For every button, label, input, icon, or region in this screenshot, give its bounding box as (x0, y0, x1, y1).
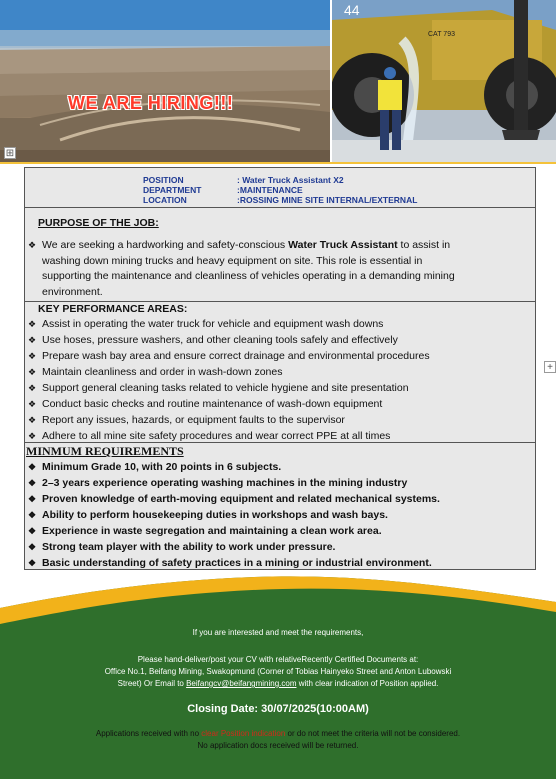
requirement-item: ❖ Strong team player with the ability to work under pressure. (28, 541, 336, 553)
purpose-heading: PURPOSE OF THE JOB: (38, 217, 159, 229)
department-value: :MAINTENANCE (237, 185, 303, 195)
footer-note-returns: No application docs received will be returned. (197, 741, 359, 750)
bullet-diamond-icon: ❖ (28, 431, 37, 441)
footer-instructions: Please hand-deliver/post your CV with relativeRecently Certified Documents at: (137, 655, 419, 664)
bullet-diamond-icon: ❖ (28, 351, 37, 361)
table-divider-2 (24, 301, 536, 302)
department-label: DEPARTMENT (143, 185, 202, 195)
table-divider-3 (24, 442, 536, 443)
bullet-diamond-icon: ❖ (28, 526, 37, 536)
page-divider (0, 162, 556, 164)
bullet-diamond-icon: ❖ (28, 335, 37, 345)
footer-address: Office No.1, Beifang Mining, Swakopmund (Corner of Tobias Hainyeko Street and Anton Lubowski (104, 667, 452, 676)
footer-email-line: Street) Or Email to Beifangcv@beifangmining.com with clear indication of Position applied. (117, 679, 439, 688)
mine-pit-illustration (0, 0, 330, 162)
kpa-item: ❖ Report any issues, hazards, or equipment faults to the supervisor (28, 414, 345, 426)
closing-date: Closing Date: 30/07/2025(10:00AM) (187, 703, 369, 715)
requirement-item: ❖ Basic understanding of safety practices in a mining or industrial environment. (28, 557, 432, 569)
position-value: : Water Truck Assistant X2 (237, 175, 344, 185)
kpa-item: ❖ Support general cleaning tasks related to vehicle hygiene and site presentation (28, 382, 409, 394)
bullet-diamond-icon: ❖ (28, 399, 37, 409)
kpa-heading: KEY PERFORMANCE AREAS: (38, 303, 188, 315)
mine-pit-photo (0, 0, 330, 162)
kpa-item: ❖ Adhere to all mine site safety procedures and wear correct PPE at all times (28, 430, 391, 442)
bullet-diamond-icon: ❖ (28, 510, 37, 520)
bullet-diamond-icon: ❖ (28, 494, 37, 504)
truck-illustration (332, 0, 556, 162)
water-truck-photo (332, 0, 556, 162)
kpa-item: ❖ Use hoses, pressure washers, and other cleaning tools safely and effectively (28, 334, 398, 346)
requirement-item: ❖ 2–3 years experience operating washing machines in the mining industry (28, 477, 408, 489)
table-divider-1 (24, 207, 536, 208)
bullet-diamond-icon: ❖ (28, 558, 37, 568)
kpa-item: ❖ Prepare wash bay area and ensure correct drainage and environmental procedures (28, 350, 430, 362)
bullet-diamond-icon: ❖ (28, 319, 37, 329)
requirement-item: ❖ Ability to perform housekeeping duties in workshops and wash bays. (28, 509, 388, 521)
bullet-diamond-icon: ❖ (28, 367, 37, 377)
bullet-diamond-icon: ❖ (28, 478, 37, 488)
email-link[interactable]: Beifangcv@beifangmining.com (186, 679, 297, 688)
bullet-diamond-icon: ❖ (28, 240, 37, 250)
hiring-banner-text: WE ARE HIRING!!! (68, 93, 234, 113)
kpa-item: ❖ Assist in operating the water truck for vehicle and equipment wash downs (28, 318, 384, 330)
table-move-handle-icon[interactable]: ⊞ (5, 148, 15, 159)
bullet-diamond-icon: ❖ (28, 415, 37, 425)
requirements-heading: MINMUM REQUIREMENTS (26, 444, 184, 458)
bullet-diamond-icon: ❖ (28, 542, 37, 552)
kpa-item: ❖ Maintain cleanliness and order in wash-down zones (28, 366, 283, 378)
kpa-item: ❖ Conduct basic checks and routine maintenance of wash-down equipment (28, 398, 383, 410)
bullet-diamond-icon: ❖ (28, 383, 37, 393)
requirement-item: ❖ Experience in waste segregation and maintaining a clean work area. (28, 525, 382, 537)
requirement-item: ❖ Proven knowledge of earth-moving equipment and related mechanical systems. (28, 493, 440, 505)
truck-number: 44 (344, 2, 360, 18)
add-column-button[interactable]: + (544, 361, 556, 373)
requirement-item: ❖ Minimum Grade 10, with 20 points in 6 subjects. (28, 461, 282, 473)
truck-label: CAT 793 (428, 31, 455, 38)
purpose-text: ❖ We are seeking a hardworking and safety-conscious Water Truck Assistant to assist in washing down mining trucks and heavy equipment on site. This role is essential in supporting the maintenance and cleanliness of vehicles operating in a demanding mining environment. (28, 239, 455, 298)
footer-intro: If you are interested and meet the requirements, (192, 628, 364, 637)
position-label: POSITION (143, 175, 184, 185)
location-value: :ROSSING MINE SITE INTERNAL/EXTERNAL (237, 195, 418, 205)
footer-note: Applications received with no clear Position indication or do not meet the criteria will not be considered. (95, 729, 461, 738)
bullet-diamond-icon: ❖ (28, 462, 37, 472)
location-label: LOCATION (143, 195, 187, 205)
